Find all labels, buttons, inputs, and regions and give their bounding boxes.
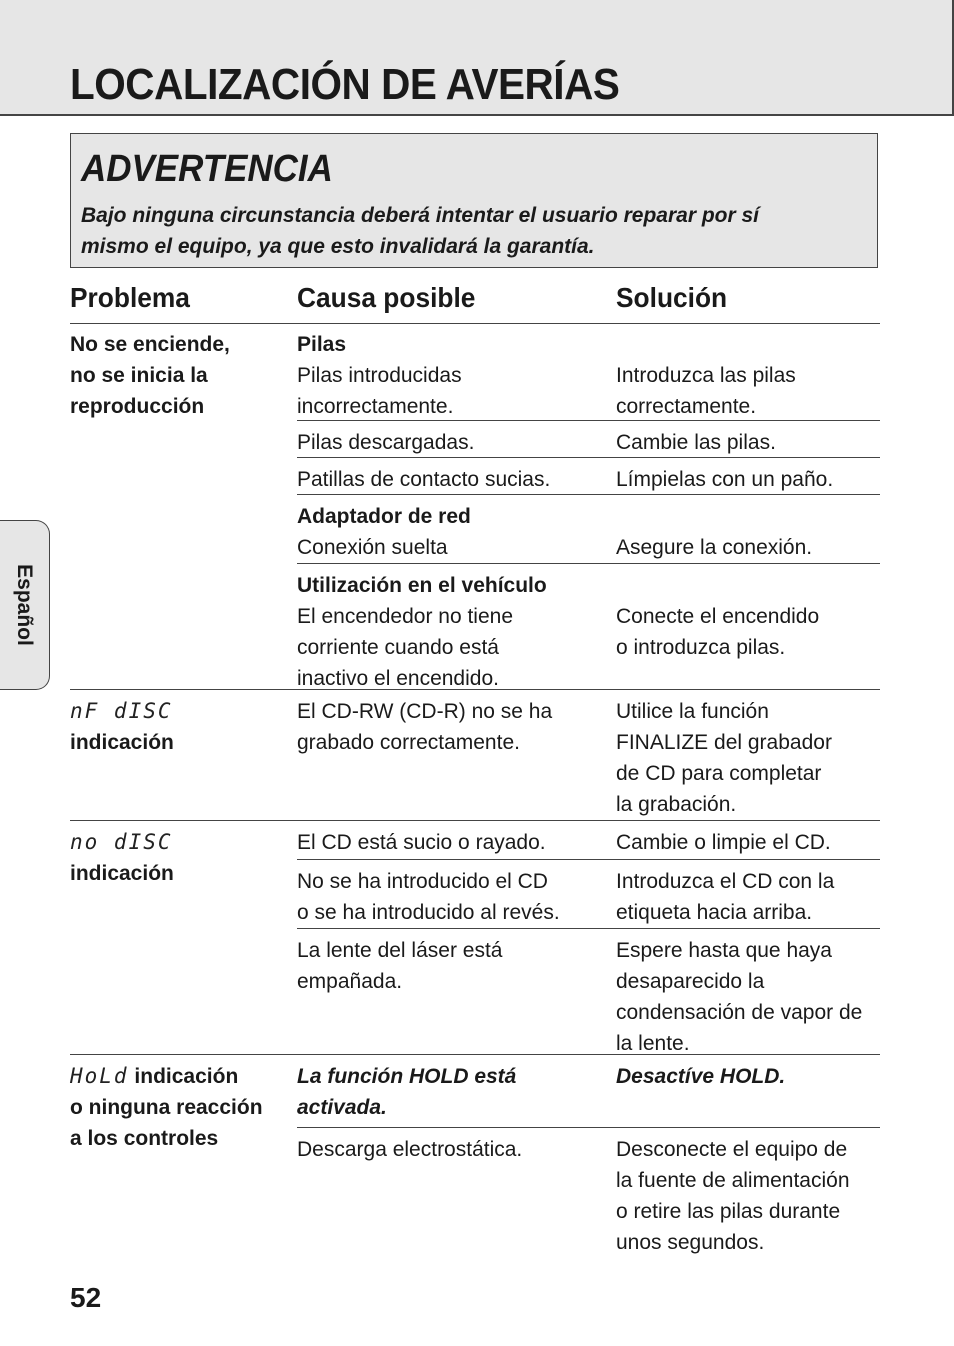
solution-cell [616, 827, 876, 858]
warning-text-line: Bajo ninguna circunstancia deberá intentar el usuario reparar por sí [81, 204, 760, 227]
problem-group-no-power [70, 323, 880, 689]
cause-cell [297, 1061, 597, 1123]
page-title: LOCALIZACIÓN DE AVERÍAS [70, 60, 620, 109]
problem-text [70, 329, 285, 422]
solution-line: FINALIZE del grabador [616, 731, 832, 754]
solution-cell [616, 866, 876, 928]
table-row [297, 420, 880, 458]
column-header-problem: Problema [70, 282, 190, 313]
problem-text [70, 696, 285, 758]
solution-line: de CD para completar [616, 762, 822, 785]
column-header-cause: Causa posible [297, 282, 476, 313]
solution-line: Utilice la función [616, 700, 769, 723]
cause-line: Pilas descargadas. [297, 431, 475, 454]
solution-line: unos segundos. [616, 1231, 765, 1254]
cause-category: Utilización en el vehículo [297, 574, 547, 597]
problem-text [70, 1061, 295, 1154]
solution-line: la fuente de alimentación [616, 1169, 850, 1192]
table-row [297, 563, 880, 690]
cause-line: No se ha introducido el CD [297, 870, 548, 893]
cause-line: incorrectamente. [297, 395, 454, 418]
problem-line: no se inicia la [70, 364, 208, 387]
cause-category: Pilas [297, 333, 347, 356]
warning-text [81, 200, 871, 262]
table-row [297, 323, 880, 420]
solution-cell [616, 935, 876, 1059]
problem-group-no-disc [70, 821, 880, 1054]
solution-line: Introduzca las pilas [616, 364, 796, 387]
solution-cell [616, 570, 876, 663]
cause-line: El CD está sucio o rayado. [297, 831, 546, 854]
warning-title: ADVERTENCIA [81, 148, 333, 190]
cause-cell [297, 1134, 597, 1165]
warning-box [70, 133, 878, 268]
solution-cell [616, 696, 876, 820]
problem-line: indicación [134, 1065, 239, 1088]
solution-line: la grabación. [616, 793, 737, 816]
cause-line: corriente cuando está [297, 636, 499, 659]
solution-line: Espere hasta que haya [616, 939, 832, 962]
table-row [297, 859, 880, 929]
cause-line: activada. [297, 1096, 387, 1119]
problem-line: No se enciende, [70, 333, 230, 356]
table-row [297, 457, 880, 495]
solution-cell [616, 1134, 876, 1258]
solution-line: Cambie o limpie el CD. [616, 831, 831, 854]
solution-line: Límpielas con un paño. [616, 468, 834, 491]
table-row [297, 690, 880, 820]
solution-line: Desactíve HOLD. [616, 1065, 786, 1088]
cause-line: El CD-RW (CD-R) no se ha [297, 700, 553, 723]
solution-line: Conecte el encendido [616, 605, 820, 628]
cause-line: inactivo el encendido. [297, 667, 499, 690]
problem-line: reproducción [70, 395, 205, 418]
problem-group-hold [70, 1055, 880, 1255]
cause-cell [297, 464, 597, 495]
column-header-solution: Solución [616, 282, 728, 313]
solution-line: la lente. [616, 1032, 690, 1055]
solution-line: Cambie las pilas. [616, 431, 776, 454]
cause-line: Pilas introducidas [297, 364, 462, 387]
cause-line: La lente del láser está [297, 939, 503, 962]
problem-line: a los controles [70, 1127, 219, 1150]
table-row [297, 821, 880, 859]
solution-line: Desconecte el equipo de [616, 1138, 848, 1161]
cause-line: empañada. [297, 970, 403, 993]
cause-cell [297, 696, 597, 758]
solution-line: correctamente. [616, 395, 757, 418]
solution-cell [616, 329, 876, 422]
table-header [70, 280, 880, 324]
problem-line: o ninguna reacción [70, 1096, 263, 1119]
problem-text [70, 827, 285, 889]
problem-line: indicación [70, 731, 174, 754]
solution-cell [616, 501, 876, 563]
cause-line: Patillas de contacto sucias. [297, 468, 551, 491]
solution-line: o introduzca pilas. [616, 636, 786, 659]
solution-cell [616, 1061, 876, 1092]
cause-cell [297, 427, 597, 458]
cause-cell [297, 329, 597, 422]
cause-line: Descarga electrostática. [297, 1138, 523, 1161]
cause-cell [297, 827, 597, 858]
cause-line: Conexión suelta [297, 536, 448, 559]
table-row [297, 1127, 880, 1256]
table-row [297, 1055, 880, 1127]
lcd-display-text: HoLd [70, 1064, 129, 1088]
solution-line: condensación de vapor de [616, 1001, 863, 1024]
cause-line: o se ha introducido al revés. [297, 901, 560, 924]
solution-line: o retire las pilas durante [616, 1200, 841, 1223]
cause-cell [297, 570, 597, 694]
problem-group-nf-disc [70, 690, 880, 820]
table-row [297, 928, 880, 1055]
table-row [297, 494, 880, 564]
solution-cell [616, 464, 876, 495]
solution-line: desaparecido la [616, 970, 765, 993]
warning-text-line: mismo el equipo, ya que esto invalidará la garantía. [81, 235, 595, 258]
solution-cell [616, 427, 876, 458]
language-tab-label: Español [13, 564, 36, 646]
solution-line: etiqueta hacia arriba. [616, 901, 813, 924]
cause-cell [297, 935, 597, 997]
cause-line: La función HOLD está [297, 1065, 517, 1088]
lcd-display-text: nF dISC [70, 699, 173, 723]
cause-cell [297, 501, 597, 563]
problem-line: indicación [70, 862, 174, 885]
cause-cell [297, 866, 597, 928]
cause-line: grabado correctamente. [297, 731, 520, 754]
lcd-display-text: no dISC [70, 830, 173, 854]
cause-line: El encendedor no tiene [297, 605, 513, 628]
page-number: 52 [70, 1282, 102, 1313]
solution-line: Asegure la conexión. [616, 536, 813, 559]
cause-category: Adaptador de red [297, 505, 471, 528]
solution-line: Introduzca el CD con la [616, 870, 835, 893]
